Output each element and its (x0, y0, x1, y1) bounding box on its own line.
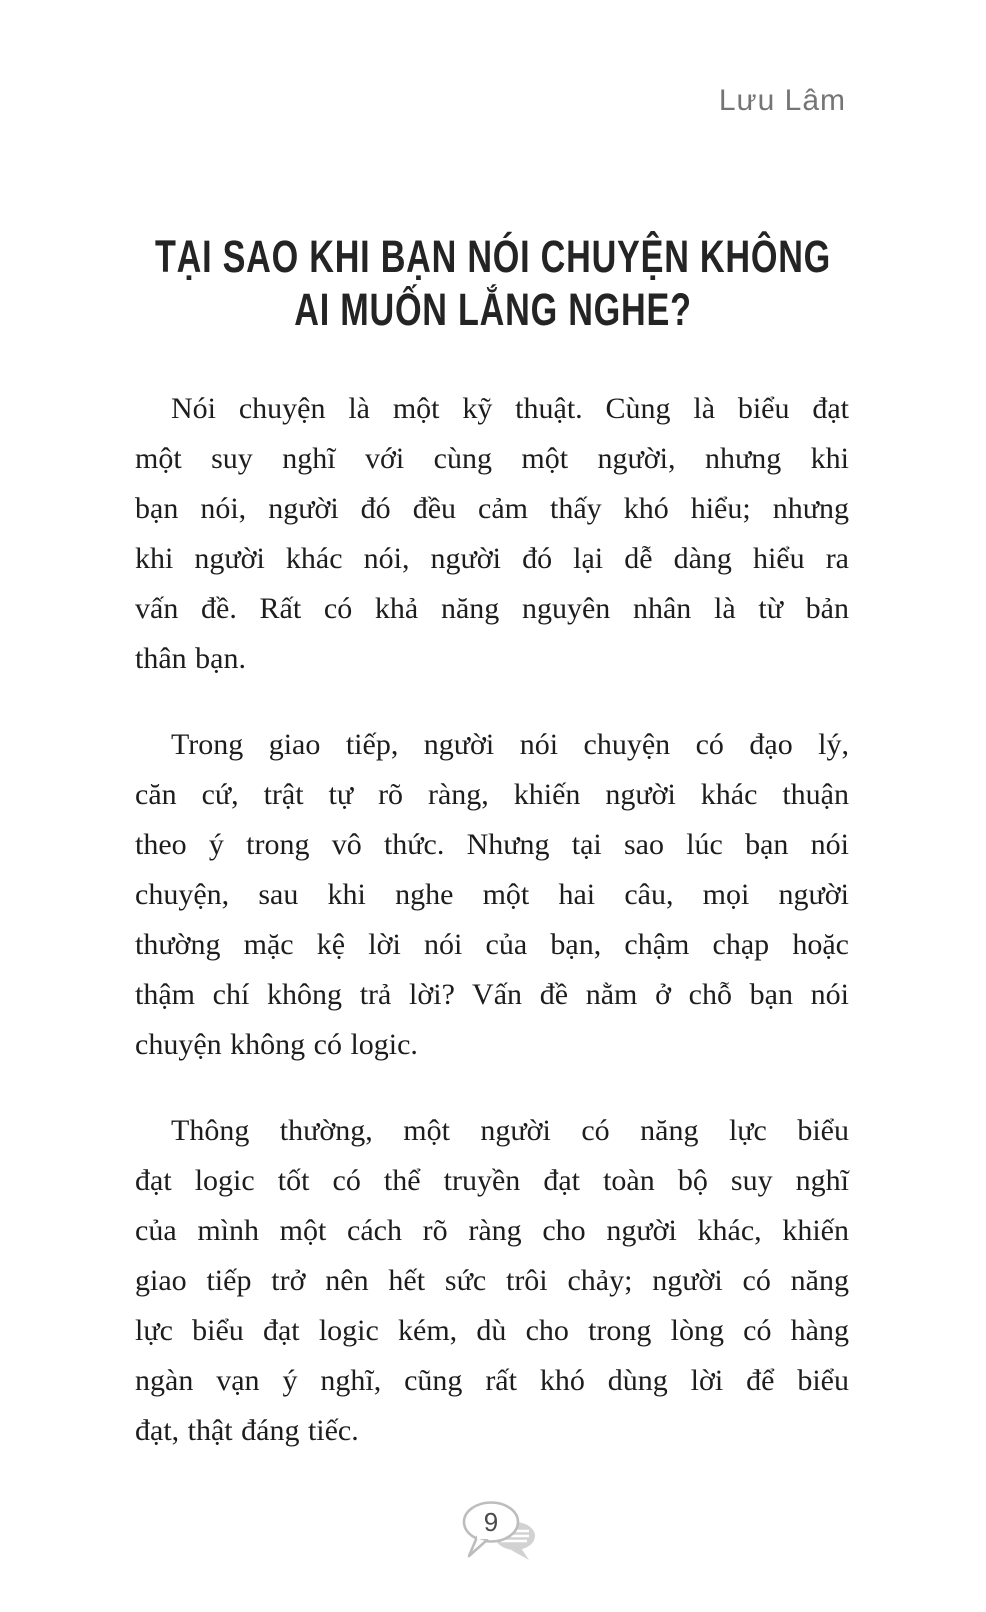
chapter-title-line-1: TẠI SAO KHI BẠN NÓI CHUYỆN KHÔNG (154, 231, 832, 282)
paragraph (135, 384, 849, 684)
speech-bubbles-icon (455, 1498, 545, 1564)
text-line: căn cứ, trật tự rõ ràng, khiến người khác thuận (135, 778, 849, 811)
running-head-author: Lưu Lâm (718, 84, 846, 117)
paragraph (135, 1106, 849, 1456)
text-line: giao tiếp trở nên hết sức trôi chảy; người có năng (135, 1264, 849, 1297)
text-line: đạt logic tốt có thể truyền đạt toàn bộ suy nghĩ (135, 1164, 849, 1197)
text-line: vấn đề. Rất có khả năng nguyên nhân là từ bản (135, 592, 849, 625)
text-line: chuyện, sau khi nghe một hai câu, mọi người (135, 878, 849, 911)
text-line: lực biểu đạt logic kém, dù cho trong lòng có hàng (135, 1314, 849, 1347)
text-line: Nói chuyện là một kỹ thuật. Cùng là biểu đạt (171, 392, 849, 425)
text-line: Trong giao tiếp, người nói chuyện có đạo lý, (171, 728, 849, 761)
text-line: một suy nghĩ với cùng một người, nhưng khi (135, 442, 849, 475)
text-line: theo ý trong vô thức. Nhưng tại sao lúc bạn nói (135, 828, 849, 861)
text-line: khi người khác nói, người đó lại dễ dàng hiểu ra (135, 542, 849, 575)
text-line: của mình một cách rõ ràng cho người khác, khiến (135, 1214, 849, 1247)
text-line: đạt, thật đáng tiếc. (135, 1414, 359, 1447)
chapter-title-line-2: AI MUỐN LẮNG NGHE? (294, 284, 692, 335)
text-line: thường mặc kệ lời nói của bạn, chậm chạp hoặc (135, 928, 849, 961)
text-line: thậm chí không trả lời? Vấn đề nằm ở chỗ bạn nói (135, 978, 849, 1011)
body-text (135, 384, 849, 1456)
text-line: ngàn vạn ý nghĩ, cũng rất khó dùng lời để biểu (135, 1364, 849, 1397)
page-number-marker (455, 1498, 545, 1564)
chapter-title (0, 230, 986, 336)
text-line: chuyện không có logic. (135, 1028, 418, 1061)
text-line: bạn nói, người đó đều cảm thấy khó hiểu; nhưng (135, 492, 849, 525)
paragraph (135, 720, 849, 1070)
text-line: thân bạn. (135, 642, 246, 675)
page-number: 9 (483, 1507, 499, 1537)
text-line: Thông thường, một người có năng lực biểu (171, 1114, 849, 1147)
